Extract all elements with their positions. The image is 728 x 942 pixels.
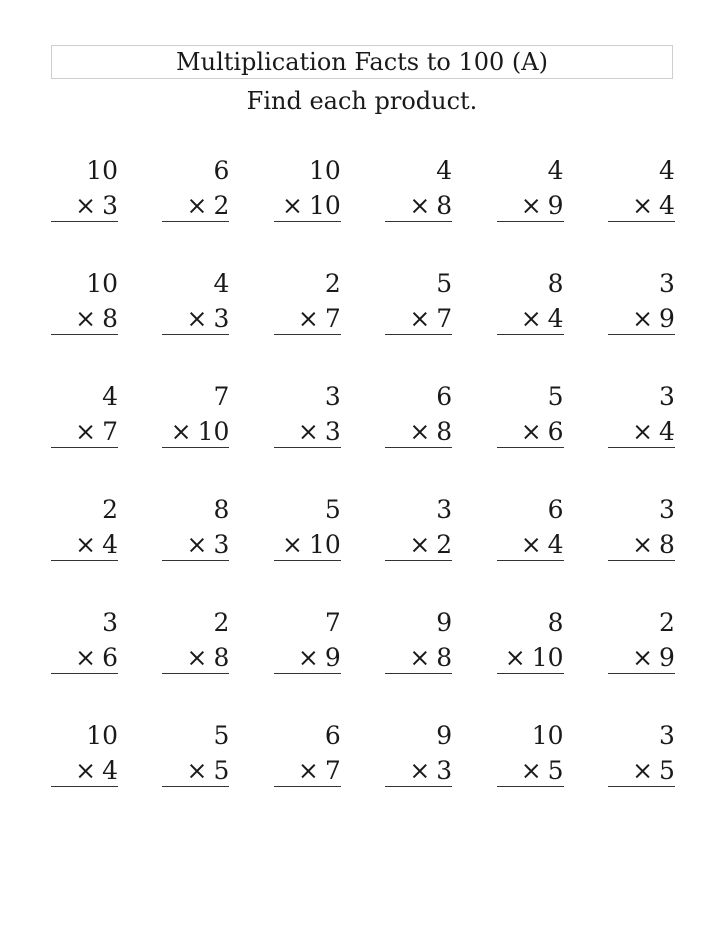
multiplicand: 4 [547, 156, 564, 185]
problem [162, 717, 229, 830]
problem [162, 265, 229, 378]
multiplier: 10 [308, 530, 341, 559]
multiplier-row [282, 191, 341, 221]
times-sign: × [409, 756, 431, 785]
times-sign: × [409, 530, 431, 559]
multiplier-row [75, 304, 118, 334]
multiplier-row [632, 304, 675, 334]
problem [51, 152, 118, 265]
problem [497, 491, 564, 604]
problem [385, 378, 452, 491]
multiplier: 3 [102, 191, 118, 220]
answer-line [497, 673, 564, 674]
problem [274, 265, 341, 378]
multiplier: 8 [102, 304, 118, 333]
multiplier: 7 [436, 304, 453, 333]
multiplier: 2 [213, 191, 230, 220]
multiplicand: 10 [531, 721, 564, 750]
multiplier: 8 [659, 530, 675, 559]
times-sign: × [632, 643, 654, 672]
multiplicand: 2 [659, 608, 675, 637]
answer-line [274, 447, 341, 448]
problem [608, 265, 675, 378]
answer-line [274, 673, 341, 674]
problem-grid [51, 152, 675, 830]
times-sign: × [282, 530, 303, 559]
multiplicand: 6 [436, 382, 453, 411]
multiplier-row [632, 191, 675, 221]
problem [162, 491, 229, 604]
answer-line [385, 334, 452, 335]
times-sign: × [504, 643, 526, 672]
multiplicand: 6 [213, 156, 230, 185]
times-sign: × [520, 191, 542, 220]
multiplicand: 7 [213, 382, 230, 411]
multiplicand: 5 [213, 721, 230, 750]
multiplicand: 8 [547, 608, 564, 637]
times-sign: × [520, 530, 542, 559]
times-sign: × [186, 304, 208, 333]
problem [385, 717, 452, 830]
multiplier-row [75, 417, 118, 447]
problem [51, 378, 118, 491]
times-sign: × [297, 643, 319, 672]
multiplicand: 9 [436, 608, 453, 637]
times-sign: × [186, 191, 208, 220]
times-sign: × [520, 756, 542, 785]
multiplier: 2 [436, 530, 453, 559]
problem [274, 378, 341, 491]
multiplicand: 5 [436, 269, 453, 298]
multiplicand: 10 [86, 156, 118, 185]
multiplicand: 10 [308, 156, 341, 185]
problem [274, 491, 341, 604]
answer-line [608, 221, 675, 222]
times-sign: × [297, 304, 319, 333]
multiplier-row [521, 304, 564, 334]
answer-line [385, 560, 452, 561]
answer-line [385, 221, 452, 222]
multiplier-row [75, 191, 118, 221]
multiplicand: 4 [659, 156, 675, 185]
multiplier: 10 [308, 191, 341, 220]
multiplicand: 3 [659, 269, 675, 298]
multiplier-row [521, 530, 564, 560]
multiplier: 7 [324, 304, 341, 333]
answer-line [51, 560, 118, 561]
times-sign: × [75, 191, 97, 220]
times-sign: × [75, 417, 97, 446]
answer-line [162, 334, 229, 335]
times-sign: × [632, 191, 654, 220]
problem [385, 152, 452, 265]
times-sign: × [409, 417, 431, 446]
answer-line [608, 560, 675, 561]
times-sign: × [409, 191, 431, 220]
multiplier-row [75, 756, 118, 786]
answer-line [162, 447, 229, 448]
multiplier-row [505, 643, 564, 673]
times-sign: × [75, 643, 97, 672]
multiplier-row [409, 417, 452, 447]
multiplicand: 9 [436, 721, 453, 750]
worksheet-title: Multiplication Facts to 100 (A) [176, 48, 548, 76]
times-sign: × [186, 530, 208, 559]
multiplier-row [521, 417, 564, 447]
problem [385, 265, 452, 378]
multiplicand: 8 [213, 495, 230, 524]
multiplicand: 3 [659, 721, 675, 750]
answer-line [162, 560, 229, 561]
multiplier: 5 [659, 756, 675, 785]
multiplier-row [298, 756, 341, 786]
problem [274, 604, 341, 717]
multiplier-row [409, 304, 452, 334]
problem [162, 604, 229, 717]
answer-line [51, 334, 118, 335]
multiplicand: 3 [436, 495, 453, 524]
answer-line [162, 786, 229, 787]
multiplicand: 4 [102, 382, 118, 411]
multiplier-row [298, 304, 341, 334]
multiplicand: 10 [86, 721, 118, 750]
times-sign: × [282, 191, 303, 220]
multiplier-row [187, 191, 230, 221]
times-sign: × [75, 756, 97, 785]
multiplier: 4 [547, 304, 564, 333]
problem [497, 604, 564, 717]
multiplicand: 10 [86, 269, 118, 298]
multiplier: 4 [102, 756, 118, 785]
problem [608, 491, 675, 604]
multiplier: 3 [213, 304, 230, 333]
multiplier: 10 [197, 417, 230, 446]
multiplicand: 2 [324, 269, 341, 298]
multiplier-row [187, 643, 230, 673]
multiplicand: 4 [436, 156, 453, 185]
multiplier-row [187, 304, 230, 334]
multiplier-row [187, 756, 230, 786]
multiplier-row [282, 530, 341, 560]
multiplier-row [171, 417, 230, 447]
answer-line [608, 673, 675, 674]
multiplier: 8 [436, 417, 453, 446]
problem [497, 265, 564, 378]
multiplier-row [632, 643, 675, 673]
answer-line [51, 447, 118, 448]
multiplier-row [521, 191, 564, 221]
answer-line [51, 786, 118, 787]
multiplier-row [187, 530, 230, 560]
multiplier-row [75, 643, 118, 673]
multiplier-row [521, 756, 564, 786]
problem [608, 152, 675, 265]
problem [385, 604, 452, 717]
answer-line [385, 786, 452, 787]
problem [162, 152, 229, 265]
problem [162, 378, 229, 491]
multiplier: 5 [213, 756, 230, 785]
multiplicand: 3 [659, 495, 675, 524]
multiplier: 3 [324, 417, 341, 446]
answer-line [385, 673, 452, 674]
multiplicand: 4 [213, 269, 230, 298]
answer-line [274, 786, 341, 787]
times-sign: × [186, 756, 208, 785]
times-sign: × [632, 530, 654, 559]
answer-line [608, 334, 675, 335]
answer-line [497, 560, 564, 561]
multiplier: 4 [102, 530, 118, 559]
times-sign: × [632, 417, 654, 446]
times-sign: × [520, 417, 542, 446]
problem [51, 265, 118, 378]
times-sign: × [520, 304, 542, 333]
multiplier: 9 [324, 643, 341, 672]
multiplier: 7 [102, 417, 118, 446]
problem [274, 717, 341, 830]
problem [608, 717, 675, 830]
multiplicand: 5 [547, 382, 564, 411]
multiplier-row [632, 756, 675, 786]
problem [608, 604, 675, 717]
answer-line [162, 221, 229, 222]
times-sign: × [409, 643, 431, 672]
times-sign: × [409, 304, 431, 333]
multiplicand: 5 [324, 495, 341, 524]
worksheet-instruction: Find each product. [246, 87, 478, 115]
times-sign: × [632, 304, 654, 333]
multiplier: 3 [213, 530, 230, 559]
multiplicand: 2 [102, 495, 118, 524]
times-sign: × [632, 756, 654, 785]
problem [51, 604, 118, 717]
answer-line [497, 221, 564, 222]
multiplier: 5 [547, 756, 564, 785]
problem [385, 491, 452, 604]
multiplicand: 3 [659, 382, 675, 411]
answer-line [274, 221, 341, 222]
answer-line [385, 447, 452, 448]
times-sign: × [75, 304, 97, 333]
multiplier: 9 [659, 643, 675, 672]
problem [51, 717, 118, 830]
multiplier: 3 [436, 756, 453, 785]
answer-line [497, 786, 564, 787]
multiplicand: 8 [547, 269, 564, 298]
multiplicand: 3 [102, 608, 118, 637]
multiplier-row [298, 417, 341, 447]
multiplier-row [409, 191, 452, 221]
answer-line [51, 221, 118, 222]
multiplier-row [409, 756, 452, 786]
answer-line [497, 334, 564, 335]
multiplier: 6 [102, 643, 118, 672]
times-sign: × [75, 530, 97, 559]
problem [51, 491, 118, 604]
multiplier-row [409, 530, 452, 560]
multiplier-row [632, 530, 675, 560]
answer-line [608, 447, 675, 448]
problem [274, 152, 341, 265]
times-sign: × [170, 417, 192, 446]
problem [497, 378, 564, 491]
multiplier: 7 [324, 756, 341, 785]
multiplier: 9 [547, 191, 564, 220]
multiplier: 6 [547, 417, 564, 446]
multiplier: 4 [547, 530, 564, 559]
multiplier-row [409, 643, 452, 673]
multiplier: 10 [531, 643, 564, 672]
times-sign: × [186, 643, 208, 672]
multiplier-row [298, 643, 341, 673]
multiplier: 4 [659, 191, 675, 220]
problem [497, 152, 564, 265]
answer-line [497, 447, 564, 448]
answer-line [51, 673, 118, 674]
times-sign: × [297, 756, 319, 785]
multiplier: 8 [436, 643, 453, 672]
times-sign: × [297, 417, 319, 446]
multiplicand: 6 [547, 495, 564, 524]
answer-line [162, 673, 229, 674]
multiplier: 9 [659, 304, 675, 333]
multiplier: 8 [213, 643, 230, 672]
problem [608, 378, 675, 491]
multiplicand: 2 [213, 608, 230, 637]
multiplier-row [75, 530, 118, 560]
problem [497, 717, 564, 830]
title-box [51, 45, 673, 79]
answer-line [274, 334, 341, 335]
multiplier-row [632, 417, 675, 447]
multiplicand: 3 [324, 382, 341, 411]
multiplier: 8 [436, 191, 453, 220]
multiplier: 4 [659, 417, 675, 446]
answer-line [274, 560, 341, 561]
multiplicand: 6 [324, 721, 341, 750]
answer-line [608, 786, 675, 787]
multiplicand: 7 [324, 608, 341, 637]
